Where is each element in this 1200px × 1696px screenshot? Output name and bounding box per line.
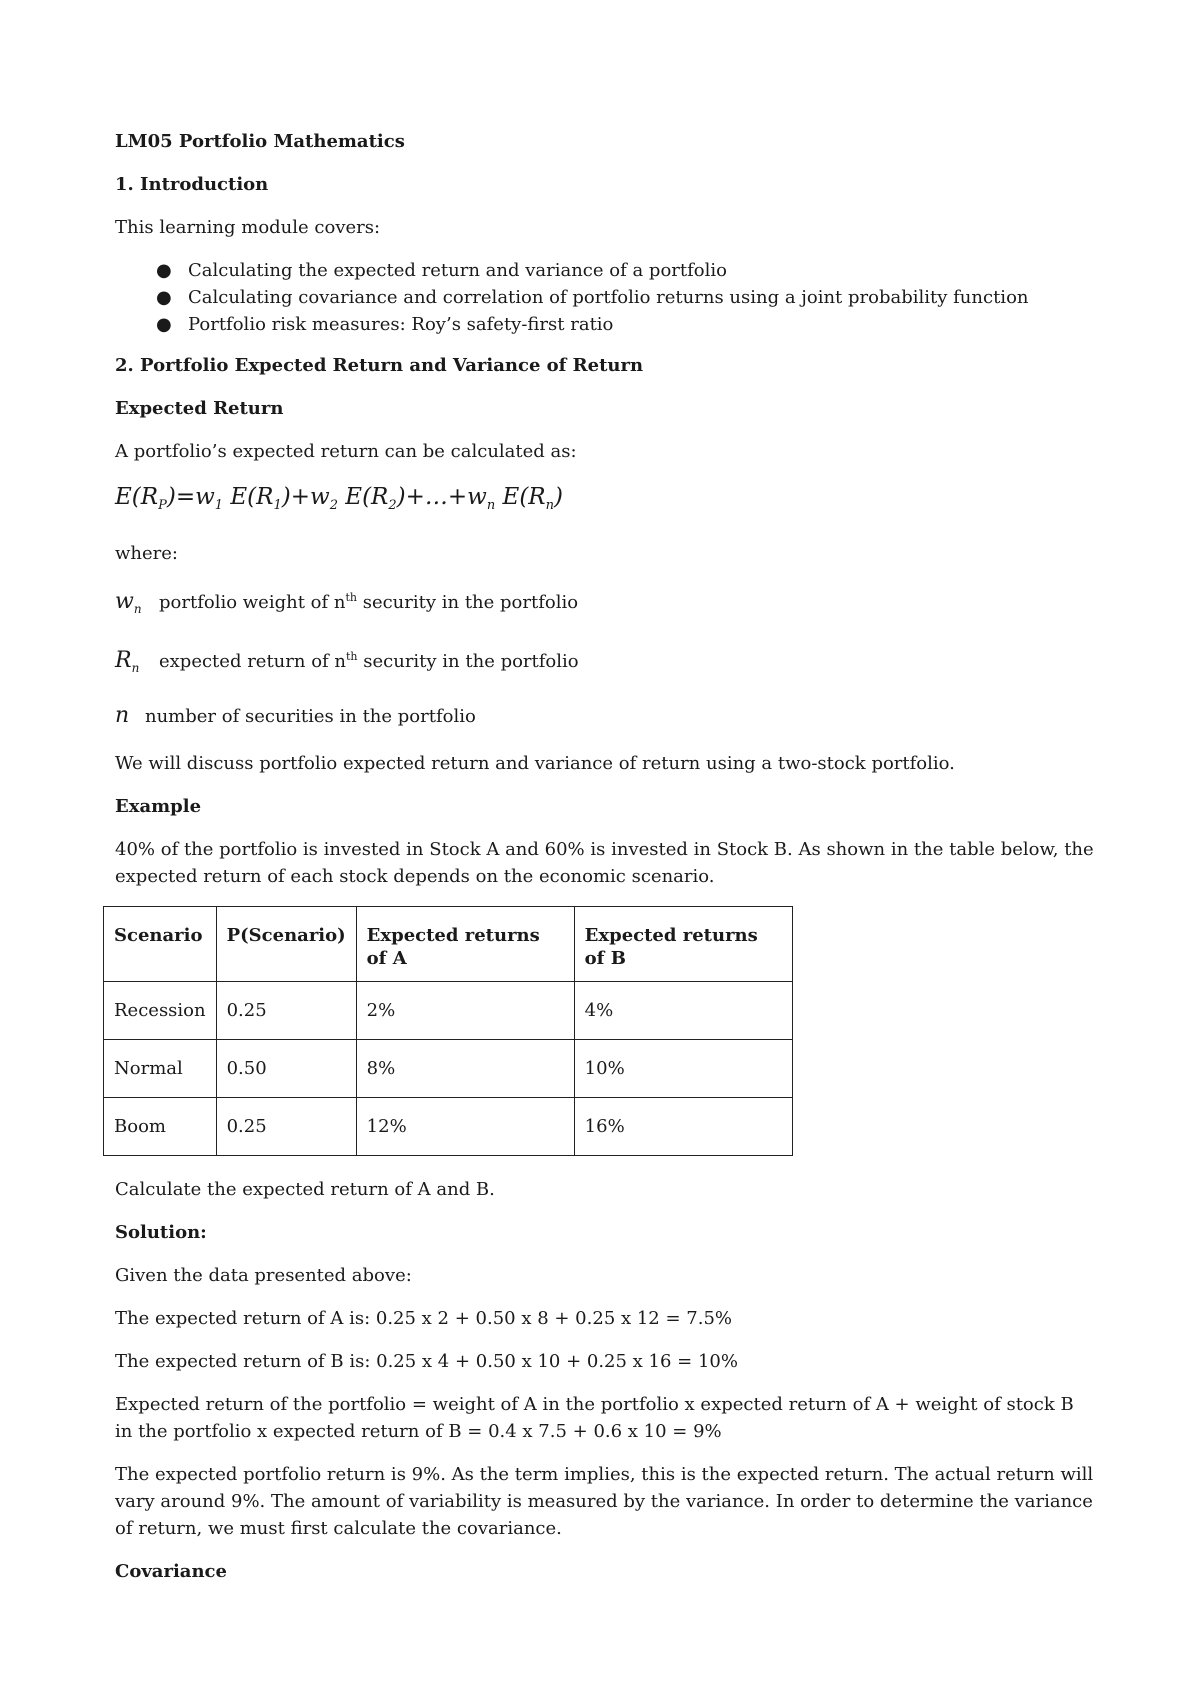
covariance-heading: Covariance [115,1561,227,1582]
definition-return: $R_n$ expected return of $n^{th}$ security in the portfolio [115,648,579,675]
bullet-icon: ● [156,314,172,335]
bullet-icon: ● [156,287,172,308]
table-cell: 0.25 [216,982,356,1040]
table-cell: 10% [574,1040,792,1098]
table-header: Expected returns of B [574,907,792,982]
scenario-table [103,906,793,1156]
list-item: ● Calculating the expected return and variance of a portfolio [115,257,1095,284]
expected-return-heading: Expected Return [115,398,284,419]
document-title: LM05 Portfolio Mathematics [115,131,405,152]
table-cell: 2% [356,982,574,1040]
table-cell: Normal [104,1040,217,1098]
formula-lead: A portfolio’s expected return can be calculated as: [115,441,577,462]
table-header: Expected returns of A [356,907,574,982]
example-question: Calculate the expected return of A and B. [115,1179,495,1200]
table-header: Scenario [104,907,217,982]
example-heading: Example [115,796,202,817]
solution-line-a: The expected return of A is: 0.25 x 2 + 0.50 x 8 + 0.25 x 12 = 7.5% [115,1308,733,1329]
bullet-icon: ● [156,260,172,281]
table-row [104,982,793,1040]
list-item: ● Calculating covariance and correlation of portfolio returns using a joint probability function [115,284,1095,311]
table-cell: 12% [356,1098,574,1156]
section-2-heading: 2. Portfolio Expected Return and Variance of Return [115,355,644,376]
table-row [104,1098,793,1156]
document-page [115,128,1095,1601]
solution-portfolio: Expected return of the portfolio = weight of A in the portfolio x expected return of A + weight of stock B in the portfolio x expected return of B = 0.4 x 7.5 + 0.6 x 10 = 9% [115,1394,1074,1442]
where-label: where: [115,543,178,564]
definition-count: n number of securities in the portfolio [115,703,476,728]
table-cell: Boom [104,1098,217,1156]
table-row [104,1040,793,1098]
intro-text: This learning module covers: [115,217,381,238]
table-cell: Recession [104,982,217,1040]
expected-return-formula: $E(R_P)=w_1$ $E(R_1)+w_2$ $E(R_2)+\dots+w_n$ $E(R_n)$ [115,484,563,513]
table-cell: 16% [574,1098,792,1156]
solution-line-b: The expected return of B is: 0.25 x 4 + 0.50 x 10 + 0.25 x 16 = 10% [115,1351,738,1372]
list-item: ● Portfolio risk measures: Roy’s safety-first ratio [115,311,1095,338]
table-header-row [104,907,793,982]
definition-weight: $w_n$ portfolio weight of $n^{th}$ security in the portfolio [115,589,579,616]
table-cell: 0.25 [216,1098,356,1156]
table-cell: 0.50 [216,1040,356,1098]
table-header: P(Scenario) [216,907,356,982]
section-1-heading: 1. Introduction [115,174,269,195]
solution-closing: The expected portfolio return is 9%. As the term implies, this is the expected return. The actual return will vary around 9%. The amount of variability is measured by the variance. In order to determine the variance of return, we must first calculate the covariance. [115,1464,1094,1539]
solution-given: Given the data presented above: [115,1265,412,1286]
example-text: 40% of the portfolio is invested in Stock A and 60% is invested in Stock B. As shown in the table below, the expected return of each stock depends on the economic scenario. [115,839,1094,887]
topics-list [115,257,1095,338]
discussion-text: We will discuss portfolio expected return and variance of return using a two-stock portfolio. [115,753,955,774]
table-cell: 4% [574,982,792,1040]
table-cell: 8% [356,1040,574,1098]
solution-heading: Solution: [115,1222,207,1243]
